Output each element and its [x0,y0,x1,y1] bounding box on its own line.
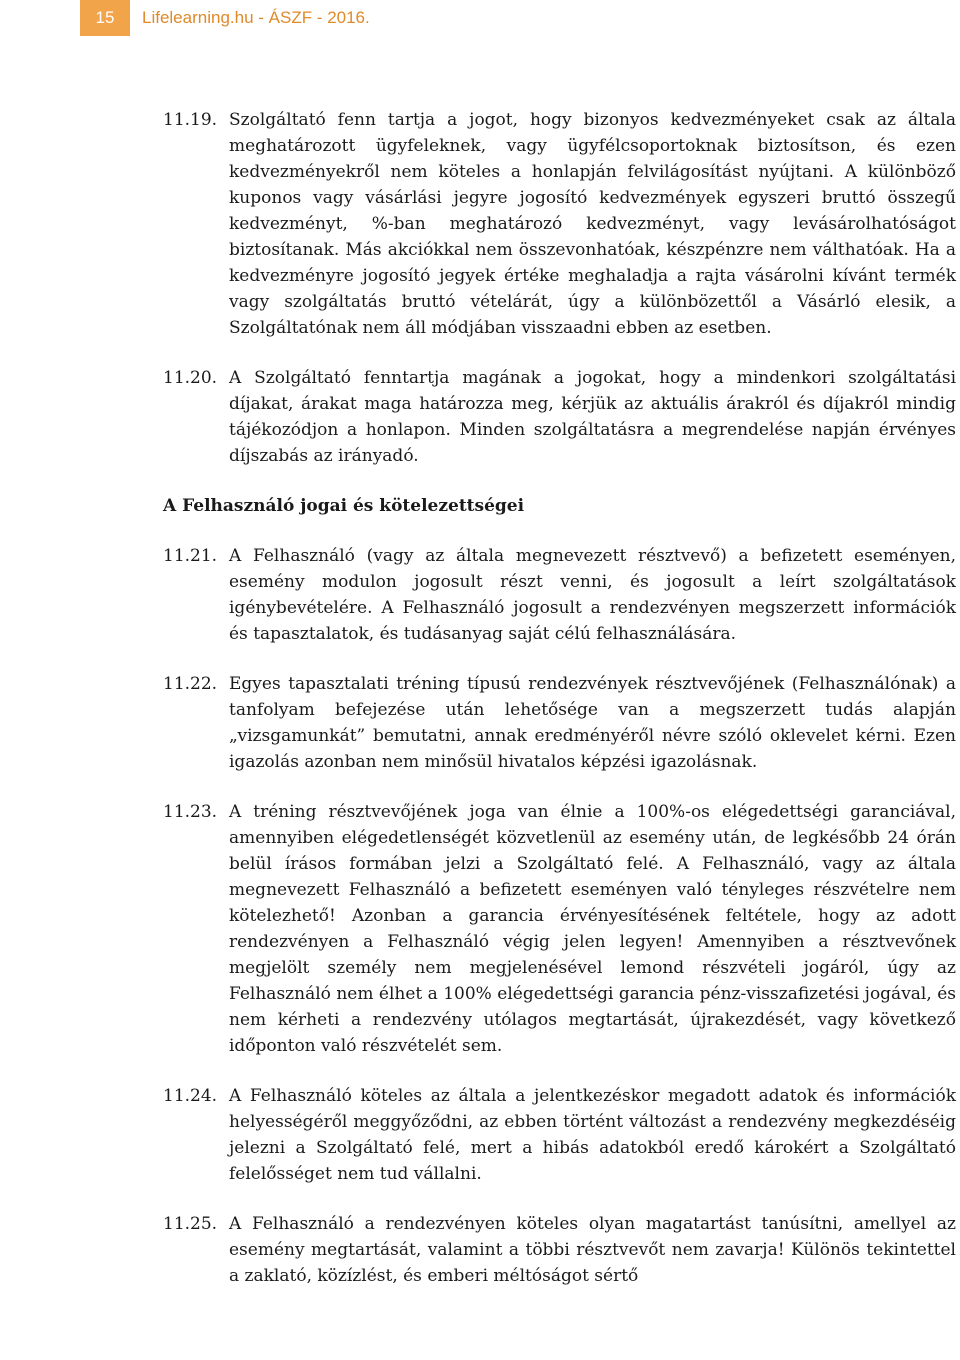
section-number: 11.24. [163,1086,218,1106]
section-11-25 [163,1211,956,1289]
section-11-19 [163,107,956,341]
section-text: A Felhasználó (vagy az általa megnevezett résztvevő) a befizetett eseményen, esemény modulon jogosult részt venni, és jogosult a leírt szolgáltatások igénybevételére. A Felhasználó jogosult a rendezvényen megszerzett információk és tapasztalatok, és tudásanyag saját célú felhasználására. [229,546,956,644]
section-text: A Felhasználó köteles az általa a jelentkezéskor megadott adatok és információk helyességéről meggyőződni, az ebben történt változást a rendezvény megkezdéséig jelezni a Szolgáltató felé, mert a hibás adatokból eredő károkért a Szolgáltató felelősséget nem tud vállalni. [229,1086,956,1184]
section-number: 11.19. [163,110,218,130]
section-text: Szolgáltató fenn tartja a jogot, hogy bizonyos kedvezményeket csak az általa meghatározott ügyfeleknek, vagy ügyfélcsoportoknak biztosítson, és ezen kedvezményekről nem köteles a honlapján felvilágosítást nyújtani. A különböző kuponos vagy vásárlási jegyre jogosító kedvezmények egyszeri bruttó összegű kedvezményt, %-ban meghatározó kedvezményt, vagy levásárolhatóságot biztosítanak. Más akciókkal nem összevonhatóak, készpénzre nem válthatóak. Ha a kedvezményre jogosító jegyek értéke meghaladja a rajta vásárolni kívánt termék vagy szolgáltatás bruttó vételárát, úgy a különbözettől a Vásárló elesik, a Szolgáltatónak nem áll módjában visszaadni ebben az esetben. [229,110,956,338]
section-heading: A Felhasználó jogai és kötelezettségei [163,496,525,516]
section-11-24 [163,1083,956,1187]
section-11-20 [163,365,956,469]
section-number: 11.25. [163,1214,218,1234]
section-text: Egyes tapasztalati tréning típusú rendezvények résztvevőjének (Felhasználónak) a tanfolyam befejezése után lehetősége van a megszerzett tudás alapján „vizsgamunkát” bemutatni, annak eredményéről névre szóló oklevelet kérni. Ezen igazolás azonban nem minősül hivatalos képzési igazolásnak. [229,674,956,772]
section-text: A Felhasználó a rendezvényen köteles olyan magatartást tanúsítni, amellyel az esemény megtartását, valamint a többi résztvevőt nem zavarja! Különös tekintettel a zaklató, közízlést, és emberi méltóságot sértő [229,1214,956,1286]
section-number: 11.23. [163,802,218,822]
section-number: 11.22. [163,674,218,694]
section-11-23 [163,799,956,1059]
section-text: A tréning résztvevőjének joga van élnie a 100%-os elégedettségi garanciával, amennyiben elégedetlenségét közvetlenül az esemény után, de legkésőbb 24 órán belül írásos formában jelzi a Szolgáltató felé. A Felhasználó, vagy az általa megnevezett Felhasználó a befizetett eseményen való tényleges részvételre nem kötelezhető! Azonban a garancia érvényesítésének feltétele, hogy az adott rendezvényen a Felhasználó végig jelen legyen! Amennyiben a résztvevőnek megjelölt személy nem megjelenésével lemond részvételi jogáról, úgy az Felhasználó nem élhet a 100% elégedettségi garancia pénz-visszafizetési jogával, és nem kérheti a rendezvény utólagos megtartását, újrakezdését, vagy következő időponton való részvételét sem. [229,802,956,1056]
document-body [163,107,956,1313]
section-text: A Szolgáltató fenntartja magának a jogokat, hogy a mindenkori szolgáltatási díjakat, árakat maga határozza meg, kérjük az aktuális árakról és díjakról mindig tájékozódjon a honlapon. Minden szolgáltatásra a megrendelése napján érvényes díjszabás az irányadó. [229,368,956,466]
section-11-22 [163,671,956,775]
page-header [80,0,370,36]
page-number: 15 [80,0,130,36]
header-title: Lifelearning.hu - ÁSZF - 2016. [142,8,370,27]
section-number: 11.20. [163,368,218,388]
section-number: 11.21. [163,546,218,566]
section-11-21 [163,543,956,647]
